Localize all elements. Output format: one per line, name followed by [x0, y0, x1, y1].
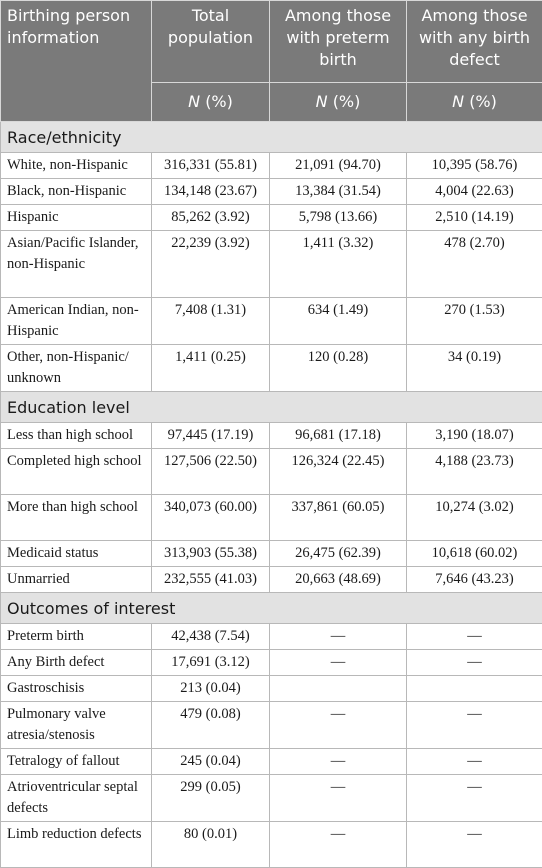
- unit-n: N: [316, 92, 328, 111]
- unit-n: N: [452, 92, 464, 111]
- section-row: [1, 593, 542, 624]
- cell-preterm: 126,324 (22.45): [270, 449, 407, 495]
- table-row: [1, 298, 542, 345]
- section-title-education-level: Education level: [1, 392, 542, 423]
- cell-total: 134,148 (23.67): [152, 179, 270, 205]
- cell-total: 17,691 (3.12): [152, 650, 270, 676]
- cell-total: 85,262 (3.92): [152, 205, 270, 231]
- cell-total: 127,506 (22.50): [152, 449, 270, 495]
- row-label: Any Birth defect: [1, 650, 152, 676]
- section-row: [1, 122, 542, 153]
- table-row: [1, 541, 542, 567]
- cell-defect: 10,618 (60.02): [407, 541, 542, 567]
- row-label: Asian/Pacific Islander, non-Hispanic: [1, 231, 152, 298]
- unit-pct: (%): [469, 92, 497, 111]
- table-row: [1, 702, 542, 749]
- cell-preterm: —: [270, 822, 407, 868]
- header-any-birth-defect: Among those with any birth defect: [407, 1, 542, 83]
- cell-preterm: —: [270, 650, 407, 676]
- table-row: [1, 822, 542, 868]
- cell-preterm: [270, 676, 407, 702]
- cell-total: 80 (0.01): [152, 822, 270, 868]
- table-row: [1, 749, 542, 775]
- section-title-outcomes-of-interest: Outcomes of interest: [1, 593, 542, 624]
- cell-preterm: 337,861 (60.05): [270, 495, 407, 541]
- cell-defect: [407, 676, 542, 702]
- cell-defect: 270 (1.53): [407, 298, 542, 345]
- cell-defect: —: [407, 650, 542, 676]
- cell-preterm: —: [270, 624, 407, 650]
- unit-n: N: [188, 92, 200, 111]
- cell-total: 316,331 (55.81): [152, 153, 270, 179]
- cell-preterm: 634 (1.49): [270, 298, 407, 345]
- header-unit-defect: [407, 83, 542, 122]
- cell-total: 313,903 (55.38): [152, 541, 270, 567]
- row-label: Pulmonary valve atresia/stenosis: [1, 702, 152, 749]
- cell-defect: 4,188 (23.73): [407, 449, 542, 495]
- row-label: White, non-Hispanic: [1, 153, 152, 179]
- table-row: [1, 179, 542, 205]
- cell-total: 22,239 (3.92): [152, 231, 270, 298]
- header-unit-preterm: [270, 83, 407, 122]
- cell-total: 1,411 (0.25): [152, 345, 270, 392]
- table-row: [1, 650, 542, 676]
- cell-defect: —: [407, 702, 542, 749]
- unit-pct: (%): [205, 92, 233, 111]
- cell-total: 340,073 (60.00): [152, 495, 270, 541]
- cell-defect: 10,395 (58.76): [407, 153, 542, 179]
- table-row: [1, 676, 542, 702]
- cell-preterm: —: [270, 749, 407, 775]
- row-label: Tetralogy of fallout: [1, 749, 152, 775]
- cell-preterm: 21,091 (94.70): [270, 153, 407, 179]
- cell-preterm: —: [270, 702, 407, 749]
- cell-defect: 34 (0.19): [407, 345, 542, 392]
- unit-pct: (%): [333, 92, 361, 111]
- header-total-population: Total population: [152, 1, 270, 83]
- cell-preterm: 5,798 (13.66): [270, 205, 407, 231]
- row-label: Black, non-Hispanic: [1, 179, 152, 205]
- table-row: [1, 423, 542, 449]
- table-row: [1, 567, 542, 593]
- row-label: Limb reduction defects: [1, 822, 152, 868]
- cell-defect: —: [407, 775, 542, 822]
- table-row: [1, 205, 542, 231]
- table-header: [1, 1, 542, 122]
- row-label: Medicaid status: [1, 541, 152, 567]
- cell-total: 213 (0.04): [152, 676, 270, 702]
- row-label: Less than high school: [1, 423, 152, 449]
- table-row: [1, 231, 542, 298]
- row-label: More than high school: [1, 495, 152, 541]
- cell-total: 299 (0.05): [152, 775, 270, 822]
- cell-preterm: 26,475 (62.39): [270, 541, 407, 567]
- cell-defect: 3,190 (18.07): [407, 423, 542, 449]
- table-row: [1, 624, 542, 650]
- cell-defect: —: [407, 749, 542, 775]
- cell-defect: 10,274 (3.02): [407, 495, 542, 541]
- row-label: American Indian, non-Hispanic: [1, 298, 152, 345]
- row-label: Other, non-Hispanic/ unknown: [1, 345, 152, 392]
- cell-total: 42,438 (7.54): [152, 624, 270, 650]
- cell-preterm: 120 (0.28): [270, 345, 407, 392]
- section-row: [1, 392, 542, 423]
- cell-preterm: 13,384 (31.54): [270, 179, 407, 205]
- row-label: Unmarried: [1, 567, 152, 593]
- row-label: Atrioventricular septal defects: [1, 775, 152, 822]
- cell-total: 479 (0.08): [152, 702, 270, 749]
- table-row: [1, 449, 542, 495]
- table-body: [1, 122, 542, 868]
- row-label: Preterm birth: [1, 624, 152, 650]
- table-row: [1, 345, 542, 392]
- cell-defect: 4,004 (22.63): [407, 179, 542, 205]
- cell-total: 232,555 (41.03): [152, 567, 270, 593]
- cell-defect: —: [407, 624, 542, 650]
- cell-defect: 7,646 (43.23): [407, 567, 542, 593]
- row-label: Completed high school: [1, 449, 152, 495]
- cell-total: 97,445 (17.19): [152, 423, 270, 449]
- header-birthing-person-information: Birthing person information: [1, 1, 152, 122]
- cell-preterm: 1,411 (3.32): [270, 231, 407, 298]
- table-row: [1, 153, 542, 179]
- cell-defect: 478 (2.70): [407, 231, 542, 298]
- header-unit-total: [152, 83, 270, 122]
- section-title-race-ethnicity: Race/ethnicity: [1, 122, 542, 153]
- cell-preterm: 20,663 (48.69): [270, 567, 407, 593]
- row-label: Hispanic: [1, 205, 152, 231]
- cell-preterm: 96,681 (17.18): [270, 423, 407, 449]
- row-label: Gastroschisis: [1, 676, 152, 702]
- cell-defect: 2,510 (14.19): [407, 205, 542, 231]
- cell-total: 245 (0.04): [152, 749, 270, 775]
- cell-defect: —: [407, 822, 542, 868]
- table-row: [1, 775, 542, 822]
- header-preterm-birth: Among those with preterm birth: [270, 1, 407, 83]
- cell-total: 7,408 (1.31): [152, 298, 270, 345]
- cell-preterm: —: [270, 775, 407, 822]
- table-row: [1, 495, 542, 541]
